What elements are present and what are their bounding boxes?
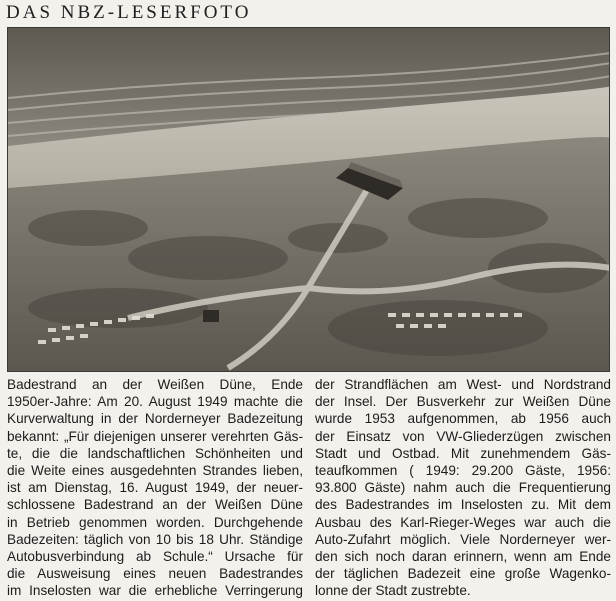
article-line: bekannt: „Für diejenigen unserer verehrten Gäs- [7,428,303,444]
aerial-photo [7,27,610,372]
article-line: den sich noch daran erinnern, wenn am Ende [315,548,611,564]
article-line: Stadt und Ostbad. Mit zunehmendem Gäs- [315,445,611,461]
article-line: der Insel. Der Busverkehr zur Weißen Düne [315,394,611,410]
article-line: die Ausweisung eines neuen Badestrandes [7,566,303,582]
article-line: Auto-Zufahrt möglich. Viele Norderneyer wer- [315,531,611,547]
article-column-right [315,376,611,598]
article-line: 1950er-Jahre: Am 20. August 1949 machte die [7,394,303,410]
article-line: Autobusverbindung ab Schule.“ Ursache für [7,548,303,564]
article-line: Ausbau des Karl-Rieger-Weges war auch die [315,514,611,530]
article-line: der Strandflächen am West- und Nordstrand [315,377,611,392]
article-line: te, die die landschaftlichen Schönheiten und [7,445,303,461]
article-line: lonne der Stadt zustrebte. [315,583,471,598]
article-line: 93.800 Gäste) nahm auch die Frequentierung [315,480,611,496]
article-line: schlossene Badestrand an der Weißen Düne [7,497,303,513]
article-line: des Badestrandes im Inselosten zu. Mit dem [315,497,611,513]
article-line: ist am Dienstag, 16. August 1949, der neuer- [7,480,303,496]
article-text [7,376,610,598]
article-line: Kurverwaltung in der Norderneyer Badezeitung [7,411,303,427]
aerial-photo-illustration [8,28,610,372]
article-line: in Betrieb genommen worden. Durchgehende [7,514,303,530]
article-line: Badezeiten: täglich von 10 bis 18 Uhr. Ständige [7,531,303,547]
article-line: Badestrand an der Weißen Düne, Ende [7,377,303,392]
article-line: die Weite eines ausgedehnten Strandes lieben, [7,462,303,478]
article-line: der Einsatz von VW-Gliederzügen zwischen [315,428,611,444]
article-column-left [7,376,303,598]
kiosk [203,310,219,322]
page-header: DAS NBZ-LESERFOTO [6,2,252,23]
article-line: wurde 1953 aufgenommen, ab 1956 auch [315,411,611,427]
article-line: teaufkommen ( 1949: 29.200 Gäste, 1956: [315,462,611,478]
article-line: im Inselosten war die erhebliche Verringerung [7,583,303,598]
article-line: der täglichen Badezeit eine große Wagenko- [315,566,611,582]
